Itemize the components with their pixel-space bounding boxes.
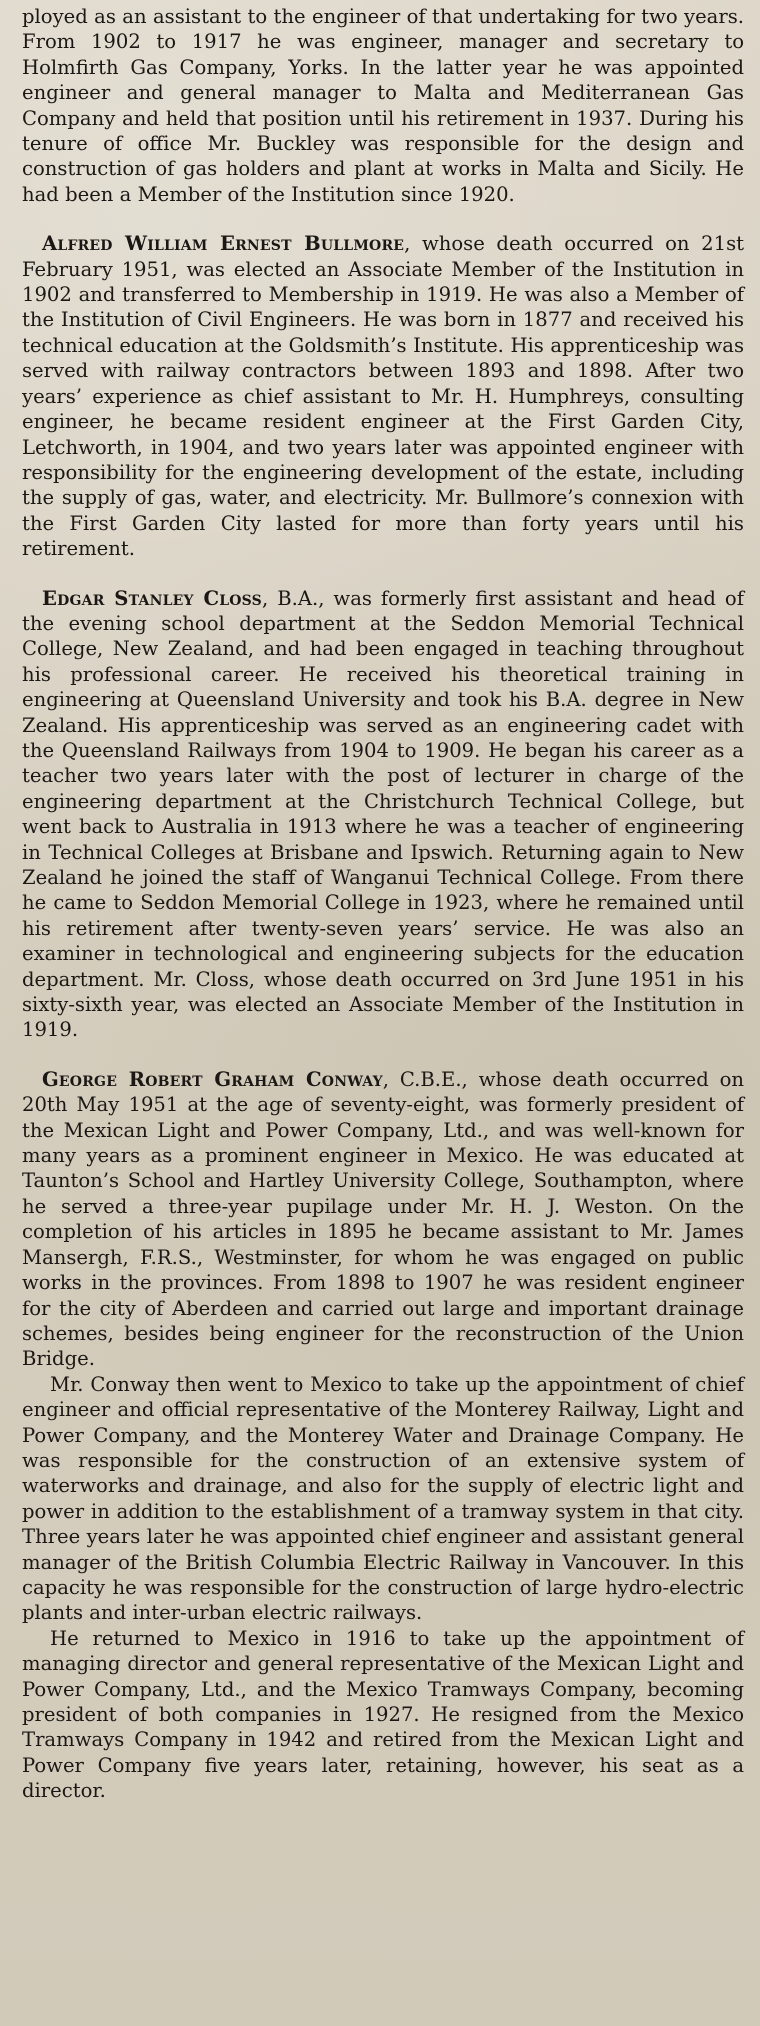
obituary-closs [22, 586, 744, 1043]
paragraph: He returned to Mexico in 1916 to take up the appointment of managing director and general representative of the Mexican Light and Power Company, Ltd., and the Mexico Tramways Company, becoming president of both companies in 1927. He resigned from the Mexico Tramways Company in 1942 and retired from the Mexican Light and Power Company five years later, retaining, however, his seat as a director. [22, 1626, 744, 1803]
paragraph: Mr. Conway then went to Mexico to take up the appointment of chief engineer and official representative of the Monterey Railway, Light and Power Company, and the Monterey Water and Drainage Company. He was responsible for the construction of an extensive system of waterworks and drainage, and also for the supply of electric light and power in addition to the establishment of a tramway system in that city. Three years later he was appointed chief engineer and assistant general manager of the British Columbia Electric Railway in Vancouver. In this capacity he was responsible for the construction of large hydro-electric plants and inter-urban electric railways. [22, 1372, 744, 1625]
person-name: George Robert Graham Conway [42, 1067, 383, 1091]
paragraph [22, 586, 744, 1043]
person-name: Alfred William Ernest Bullmore [42, 232, 405, 256]
obituary-conway [22, 1067, 744, 1804]
paragraph [22, 231, 744, 561]
paragraph: ployed as an assistant to the engineer of that undertaking for two years. From 1902 to 1917 he was engineer, manager and secretary to Holmfirth Gas Company, Yorks. In the latter year he was appointed engineer and general manager to Malta and Mediterranean Gas Company and held that position until his retirement in 1937. During his tenure of office Mr. Buckley was responsible for the design and construction of gas holders and plant at works in Malta and Sicily. He had been a Member of the Institution since 1920. [22, 5, 744, 206]
paragraph-text: , B.A., was formerly first assistant and head of the evening school department at the Seddon Memorial Technical College, New Zealand, and had been engaged in teaching throughout his professional career. He received his theoretical training in engineering at Queensland University and took his B.A. degree in New Zealand. His apprenticeship was served as an engineering cadet with the Queensland Railways from 1904 to 1909. He began his career as a teacher two years later with the post of lecturer in charge of the engineering department at the Christchurch Technical College, but went back to Australia in 1913 where he was a teacher of engineering in Technical Colleges at Brisbane and Ipswich. Returning again to New Zealand he joined the staff of Wanganui Technical College. From there he came to Seddon Memorial College in 1923, where he remained until his retirement after twenty-seven years’ service. He was also an examiner in technological and engineering subjects for the education department. Mr. Closs, whose death occurred on 3rd June 1951 in his sixty-sixth year, was elected an Associate Member of the Institution in 1919. [22, 586, 744, 1042]
paragraph-text: , whose death occurred on 21st February 1951, was elected an Associate Member of the Institution in 1902 and transferred to Membership in 1919. He was also a Member of the Institution of Civil Engineers. He was born in 1877 and received his technical education at the Goldsmith’s Institute. His apprenticeship was served with railway contractors between 1893 and 1898. After two years’ experience as chief assistant to Mr. H. Humphreys, consulting engineer, he became resident engineer at the First Garden City, Letchworth, in 1904, and two years later was appointed engineer with responsibility for the engineering development of the estate, including the supply of gas, water, and electricity. Mr. Bullmore’s connexion with the First Garden City lasted for more than forty years until his retirement. [22, 232, 744, 561]
obituary-buckley-continuation [22, 4, 744, 207]
obituary-bullmore [22, 231, 744, 561]
person-name: Edgar Stanley Closs [42, 586, 262, 610]
paragraph-text: , C.B.E., whose death occurred on 20th May 1951 at the age of seventy-eight, was formerly president of the Mexican Light and Power Company, Ltd., and was well-known for many years as a prominent engineer in Mexico. He was educated at Taunton’s School and Hartley University College, Southampton, where he served a three-year pupilage under Mr. H. J. Weston. On the completion of his articles in 1895 he became assistant to Mr. James Mansergh, F.R.S., Westminster, for whom he was engaged on public works in the provinces. From 1898 to 1907 he was resident engineer for the city of Aberdeen and carried out large and important drainage schemes, besides being engineer for the reconstruction of the Union Bridge. [22, 1067, 745, 1371]
paragraph [22, 1067, 744, 1372]
